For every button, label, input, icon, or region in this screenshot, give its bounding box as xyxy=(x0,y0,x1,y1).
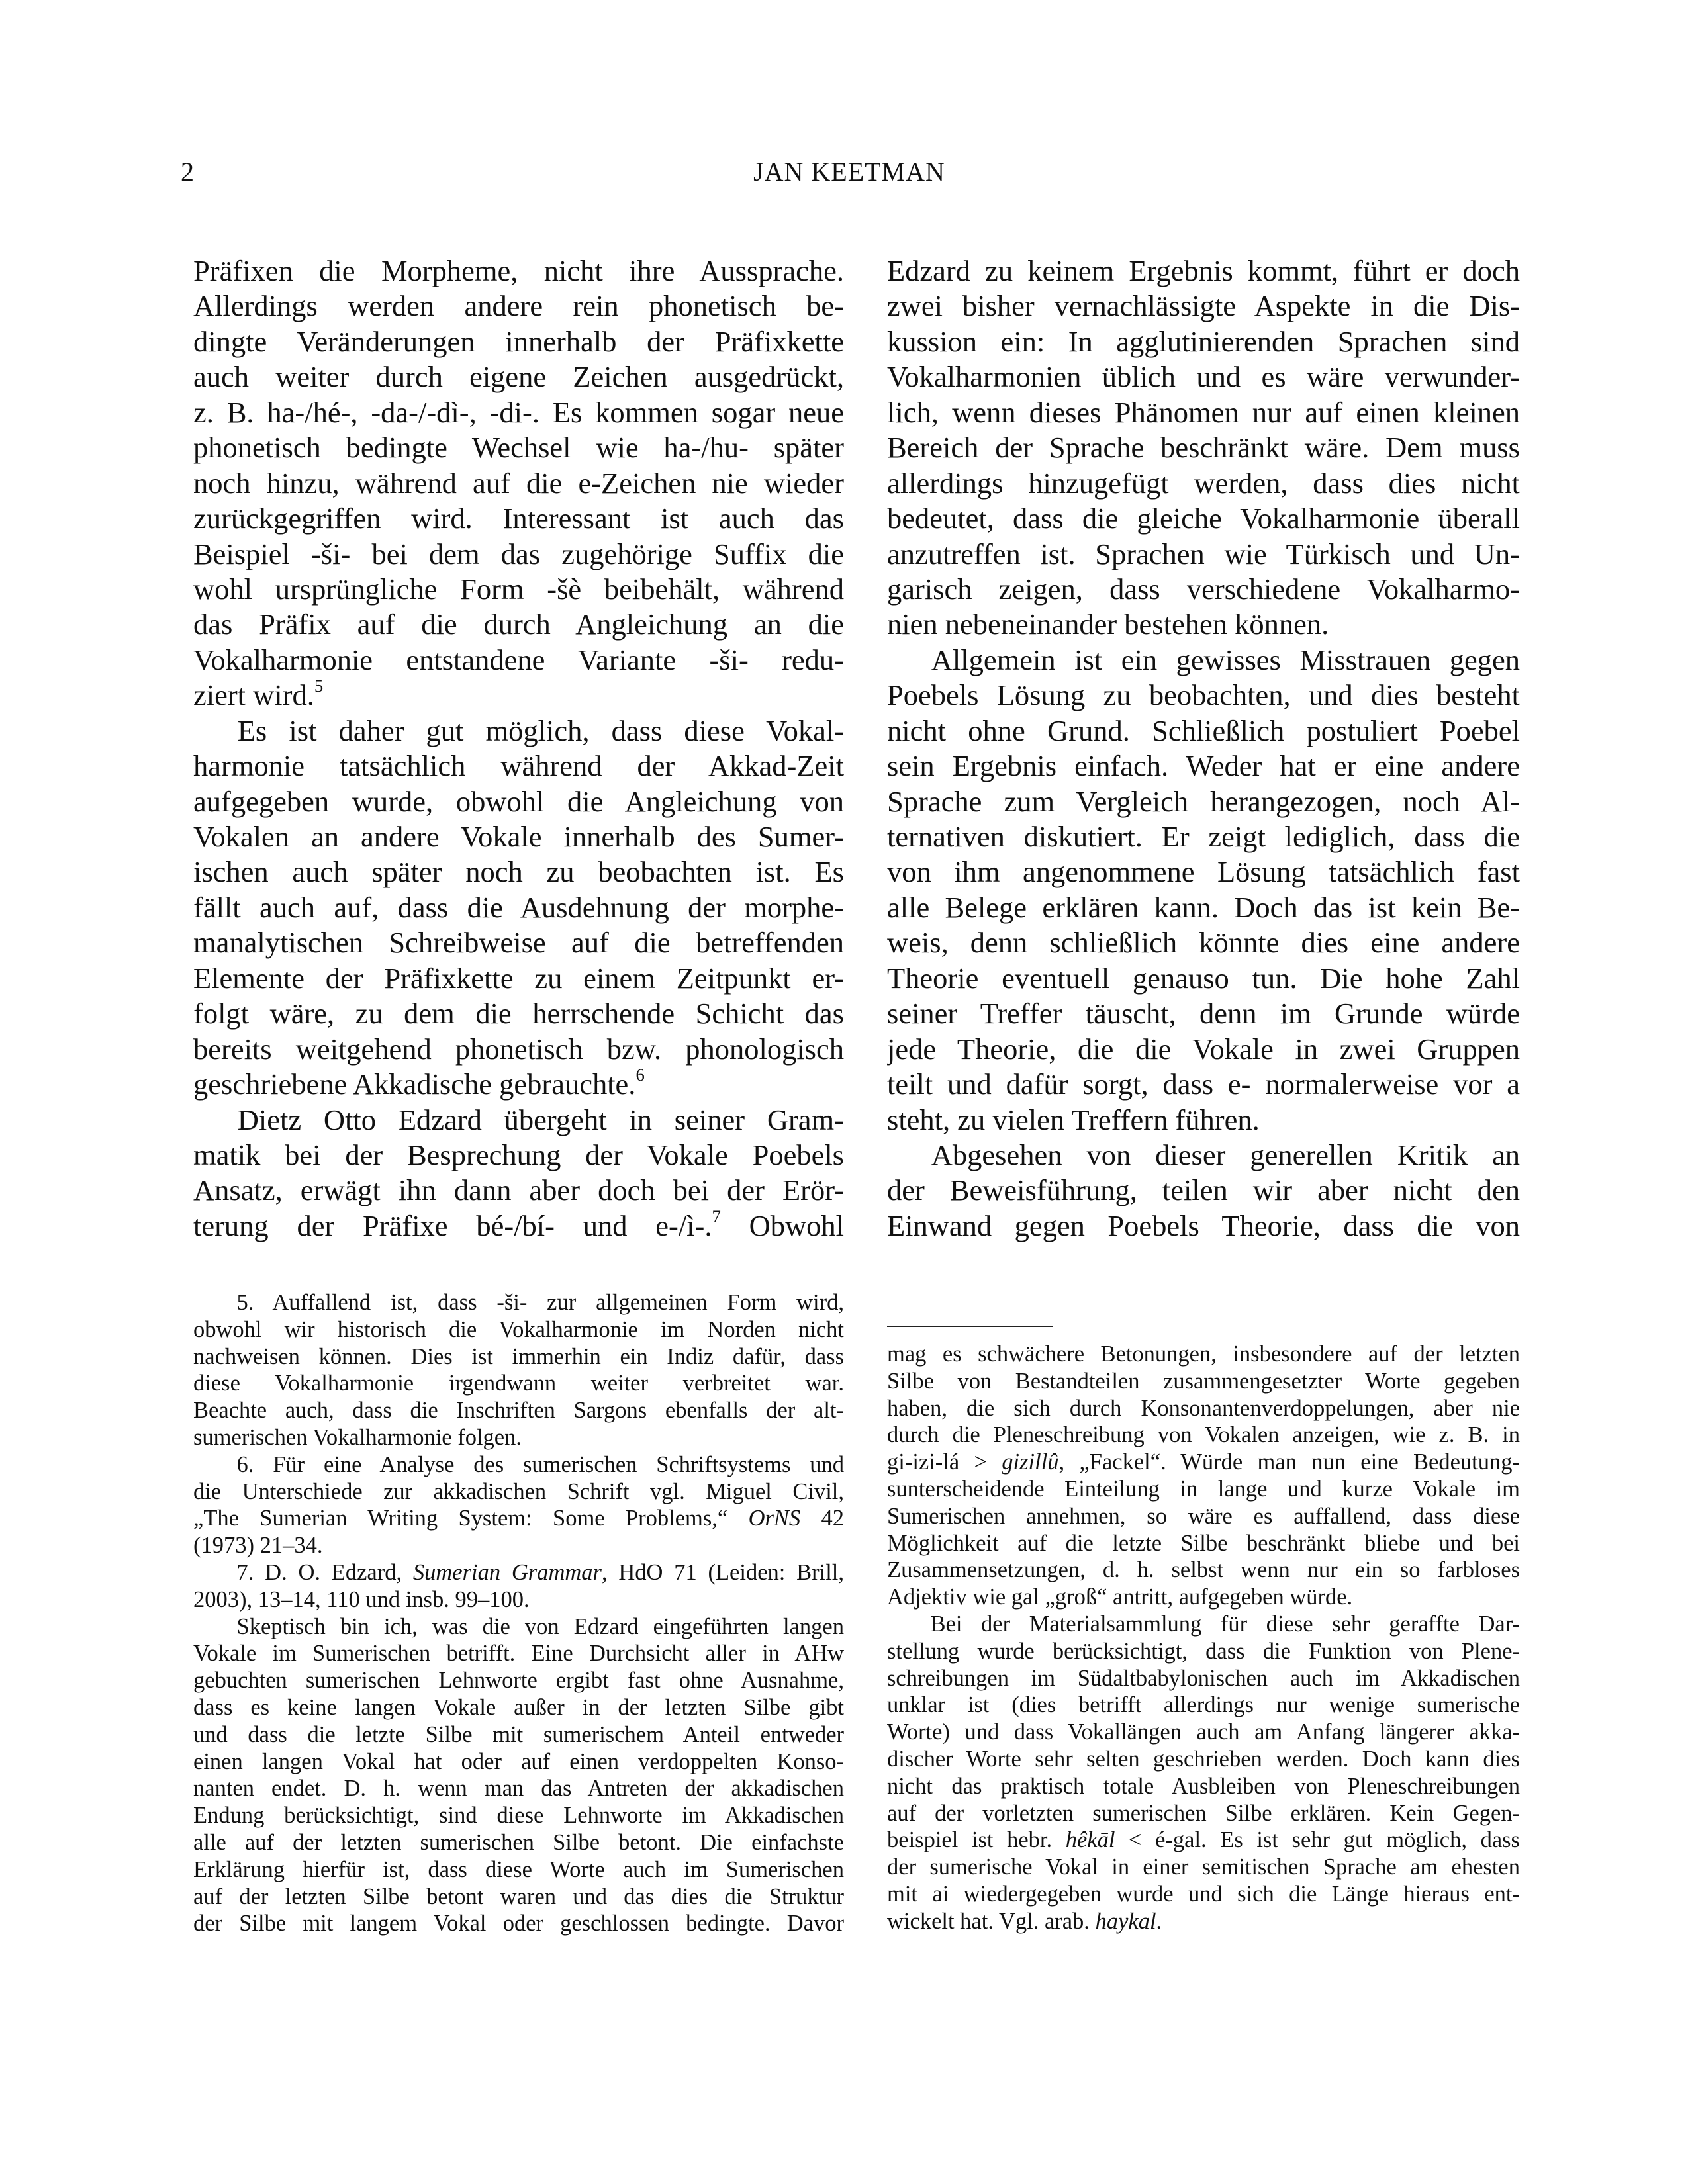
footnote-paragraph xyxy=(193,1451,844,1559)
text-line: der sumerische Vokal in einer semitischen Sprache am ehesten xyxy=(887,1854,1520,1880)
text-line: Skeptisch bin ich, was die von Edzard eingeführten langen xyxy=(236,1614,844,1639)
text-line: Adjektiv wie gal „groß“ antritt, aufgegeben würde. xyxy=(887,1584,1353,1610)
text-segment: . xyxy=(1156,1908,1162,1934)
text-line: wohl ursprüngliche Form -šè beibehält, während xyxy=(193,572,844,606)
body-column-right xyxy=(887,253,1520,1244)
text-line: unklar ist (dies betrifft allerdings nur wenige sumerische xyxy=(887,1692,1520,1718)
text-line: Ansatz, erwägt ihn dann aber doch bei der Erör- xyxy=(193,1173,844,1207)
text-line: steht, zu vielen Treffern führen. xyxy=(887,1103,1260,1136)
text-line: Einwand gegen Poebels Theorie, dass die von xyxy=(887,1208,1520,1242)
text-line: Allgemein ist ein gewisses Misstrauen gegen xyxy=(931,643,1520,676)
text-line: und dass die letzte Silbe mit sumerischem Anteil entweder xyxy=(193,1721,844,1747)
text-line: Abgesehen von dieser generellen Kritik an xyxy=(931,1138,1520,1171)
text-line: Sprache zum Vergleich herangezogen, noch Al- xyxy=(887,784,1520,818)
text-segment: beispiel ist hebr. xyxy=(887,1827,1066,1853)
italic-text: gizillû xyxy=(1002,1449,1059,1475)
text-line: diese Vokalharmonie irgendwann weiter verbreitet war. xyxy=(193,1371,844,1396)
footnote-reference: 6 xyxy=(635,1067,645,1085)
text-segment: < é-gal. Es ist sehr gut möglich, dass xyxy=(1115,1827,1520,1853)
text-line: von ihm angenommene Lösung tatsächlich fast xyxy=(887,855,1520,889)
text-segment: geschriebene Akkadische gebrauchte. xyxy=(193,1068,636,1101)
text-segment: ziert wird. xyxy=(193,678,314,712)
text-line: ischen auch später noch zu beobachten ist. Es xyxy=(193,855,844,889)
text-line: sein Ergebnis einfach. Weder hat er eine andere xyxy=(887,749,1520,783)
italic-text: haykal xyxy=(1095,1908,1156,1934)
page-number: 2 xyxy=(181,157,194,187)
text-line: Allerdings werden andere rein phonetisch be- xyxy=(193,289,844,323)
text-line xyxy=(887,1827,1520,1854)
text-line: obwohl wir historisch die Vokalharmonie im Norden nicht xyxy=(193,1316,844,1342)
text-line: Elemente der Präfixkette zu einem Zeitpunkt er- xyxy=(193,961,844,995)
text-line: nachweisen können. Dies ist immerhin ein Indiz dafür, dass xyxy=(193,1343,844,1369)
body-column-left xyxy=(193,253,844,1244)
text-segment: „The Sumerian Writing System: Some Problems,“ xyxy=(193,1506,749,1531)
text-line: dass es keine langen Vokale außer in der letzten Silbe gibt xyxy=(193,1694,844,1720)
text-line: Es ist daher gut möglich, dass diese Vokal- xyxy=(237,713,844,747)
text-line: Zusammensetzungen, d. h. selbst wenn nur ein so farbloses xyxy=(887,1557,1520,1583)
paragraph xyxy=(887,1138,1520,1244)
text-line: Bei der Materialsammlung für diese sehr geraffte Dar- xyxy=(930,1611,1520,1637)
footnote-paragraph xyxy=(193,1614,844,1938)
text-line: schreibungen im Südaltbabylonischen auch im Akkadischen xyxy=(887,1665,1520,1691)
text-line: teilt und dafür sorgt, dass e- normalerweise vor a xyxy=(887,1068,1520,1101)
text-line: Theorie eventuell genauso tun. Die hohe Zahl xyxy=(887,961,1520,995)
text-line: das Präfix auf die durch Angleichung an die xyxy=(193,608,844,641)
text-line: noch hinzu, während auf die e-Zeichen nie wieder xyxy=(193,466,844,500)
text-line: der Silbe mit langem Vokal oder geschlossen bedingte. Davor xyxy=(193,1911,844,1936)
text-line: nicht das praktisch totale Ausbleiben von Pleneschreibungen xyxy=(887,1773,1520,1799)
text-line: sumerischen Vokalharmonie folgen. xyxy=(193,1424,522,1450)
text-line: Beispiel -ši- bei dem das zugehörige Suffix die xyxy=(193,537,844,570)
text-line: lich, wenn dieses Phänomen nur auf einen kleinen xyxy=(887,395,1520,429)
text-segment: , „Fackel“. Würde man nun eine Bedeutung- xyxy=(1058,1449,1520,1475)
text-line xyxy=(887,1908,1520,1935)
text-line: bedeutet, dass die gleiche Vokalharmonie überall xyxy=(887,502,1520,535)
text-line xyxy=(193,1505,844,1532)
text-line: 2003), 13–14, 110 und insb. 99–100. xyxy=(193,1586,530,1612)
text-line: Poebels Lösung zu beobachten, und dies besteht xyxy=(887,678,1520,712)
text-line: Vokalen an andere Vokale innerhalb des Sumer- xyxy=(193,820,844,853)
text-line: Möglichkeit auf die letzte Silbe beschränkt bliebe und bei xyxy=(887,1530,1520,1556)
footnotes-column-left xyxy=(193,1289,844,1937)
text-line xyxy=(887,1449,1520,1476)
text-line: Präfixen die Morpheme, nicht ihre Aussprache. xyxy=(193,254,844,287)
text-line xyxy=(193,678,844,713)
text-line: folgt wäre, zu dem die herrschende Schicht das xyxy=(193,997,844,1030)
text-line: haben, die sich durch Konsonantenverdoppelungen, aber nie xyxy=(887,1395,1520,1421)
text-line: kussion ein: In agglutinierenden Sprachen sind xyxy=(887,324,1520,358)
paragraph xyxy=(887,253,1520,643)
footnote-separator-rule xyxy=(887,1326,1053,1327)
text-line: anzutreffen ist. Sprachen wie Türkisch und Un- xyxy=(887,537,1520,570)
text-line: dingte Veränderungen innerhalb der Präfixkette xyxy=(193,324,844,358)
footnote-paragraph xyxy=(887,1341,1520,1611)
footnote-paragraph xyxy=(887,1611,1520,1935)
italic-text: OrNS xyxy=(748,1506,801,1531)
text-line: Beachte auch, dass die Inschriften Sargons ebenfalls der alt- xyxy=(193,1398,844,1424)
text-line: auf der letzten Silbe betont waren und das dies die Struktur xyxy=(193,1884,844,1909)
text-line: fällt auch auf, dass die Ausdehnung der morphe- xyxy=(193,890,844,924)
text-line: Worte) und dass Vokallängen auch am Anfang längerer akka- xyxy=(887,1719,1520,1745)
text-line: Dietz Otto Edzard übergeht in seiner Gram- xyxy=(237,1103,844,1136)
text-line xyxy=(193,1208,844,1244)
footnotes-column-right xyxy=(887,1341,1520,1935)
paragraph xyxy=(193,1103,844,1244)
text-line xyxy=(193,1067,844,1102)
text-line: Edzard zu keinem Ergebnis kommt, führt er doch xyxy=(887,254,1520,287)
text-segment: gi-izi-lá > xyxy=(887,1449,1002,1475)
text-line: nien nebeneinander bestehen können. xyxy=(887,608,1329,641)
text-segment: wickelt hat. Vgl. arab. xyxy=(887,1908,1096,1934)
text-line: Vokale im Sumerischen betrifft. Eine Durchsicht aller in AHw xyxy=(193,1641,844,1666)
text-segment: Obwohl xyxy=(720,1208,844,1242)
text-line: Erklärung hierfür ist, dass diese Worte auch im Sumerischen xyxy=(193,1856,844,1882)
text-line: auch weiter durch eigene Zeichen ausgedrückt, xyxy=(193,360,844,394)
text-line: alle auf der letzten sumerischen Silbe betont. Die einfachste xyxy=(193,1829,844,1855)
text-line: (1973) 21–34. xyxy=(193,1533,323,1559)
text-line: ternativen diskutiert. Er zeigt lediglich, dass die xyxy=(887,820,1520,853)
text-segment: 7. D. O. Edzard, xyxy=(236,1559,413,1585)
text-line: Vokalharmonien üblich und es wäre verwunder- xyxy=(887,360,1520,394)
text-line: seiner Treffer täuscht, denn im Grunde würde xyxy=(887,997,1520,1030)
text-line: durch die Pleneschreibung von Vokalen anzeigen, wie z. B. in xyxy=(887,1422,1520,1448)
text-line: alle Belege erklären kann. Doch das ist kein Be- xyxy=(887,890,1520,924)
text-line: z. B. ha-/hé-, -da-/-dì-, -di-. Es kommen sogar neue xyxy=(193,395,844,429)
text-line: weis, denn schließlich könnte dies eine andere xyxy=(887,926,1520,960)
running-head: JAN KEETMAN xyxy=(753,157,945,187)
text-line: bereits weitgehend phonetisch bzw. phonologisch xyxy=(193,1032,844,1066)
text-line: allerdings hinzugefügt werden, dass dies nicht xyxy=(887,466,1520,500)
text-line: die Unterschiede zur akkadischen Schrift vgl. Miguel Civil, xyxy=(193,1479,844,1504)
text-line xyxy=(193,1559,844,1586)
text-line: mit ai wiedergegeben wurde und sich die Länge hieraus ent- xyxy=(887,1881,1520,1907)
italic-text: Sumerian Grammar xyxy=(412,1559,602,1585)
text-line: der Beweisführung, teilen wir aber nicht den xyxy=(887,1173,1520,1207)
text-line: auf der vorletzten sumerischen Silbe erklären. Kein Gegen- xyxy=(887,1800,1520,1826)
footnote-reference: 5 xyxy=(314,678,324,696)
italic-text: hêkāl xyxy=(1065,1827,1115,1853)
text-line: matik bei der Besprechung der Vokale Poebels xyxy=(193,1138,844,1171)
text-line: garisch zeigen, dass verschiedene Vokalharmo- xyxy=(887,572,1520,606)
text-line: discher Worte sehr selten geschrieben werden. Doch kann dies xyxy=(887,1746,1520,1772)
text-line: Vokalharmonie entstandene Variante -ši- redu- xyxy=(193,643,844,676)
text-line: sunterscheidende Einteilung in lange und kurze Vokale im xyxy=(887,1476,1520,1502)
text-line: aufgegeben wurde, obwohl die Angleichung von xyxy=(193,784,844,818)
text-segment: terung der Präfixe bé-/bí- und e-/ì-. xyxy=(193,1208,712,1242)
text-segment: , HdO 71 (Leiden: Brill, xyxy=(601,1559,844,1585)
text-line: phonetisch bedingte Wechsel wie ha-/hu- später xyxy=(193,431,844,465)
text-line: 5. Auffallend ist, dass -ši- zur allgemeinen Form wird, xyxy=(236,1290,844,1315)
text-segment: 42 xyxy=(800,1506,844,1531)
text-line: 6. Für eine Analyse des sumerischen Schriftsystems und xyxy=(236,1451,844,1477)
paragraph xyxy=(193,713,844,1103)
text-line: mag es schwächere Betonungen, insbesondere auf der letzten xyxy=(887,1342,1520,1367)
text-line: zurückgegriffen wird. Interessant ist auch das xyxy=(193,502,844,535)
text-line: jede Theorie, die die Vokale in zwei Gruppen xyxy=(887,1032,1520,1066)
text-line: harmonie tatsächlich während der Akkad-Zeit xyxy=(193,749,844,783)
paragraph xyxy=(887,643,1520,1138)
text-line: gebuchten sumerischen Lehnworte ergibt fast ohne Ausnahme, xyxy=(193,1668,844,1694)
text-line: stellung wurde berücksichtigt, dass die Funktion von Plene- xyxy=(887,1638,1520,1664)
footnote-paragraph xyxy=(193,1559,844,1614)
footnote-paragraph xyxy=(193,1289,844,1451)
text-line: Sumerischen annehmen, so wäre es auffallend, dass diese xyxy=(887,1503,1520,1529)
footnote-reference: 7 xyxy=(712,1208,721,1226)
text-line: Silbe von Bestandteilen zusammengesetzter Worte gegeben xyxy=(887,1368,1520,1394)
text-line: manalytischen Schreibweise auf die betreffenden xyxy=(193,926,844,960)
text-line: einen langen Vokal hat oder auf einen verdoppelten Konso- xyxy=(193,1749,844,1774)
text-line: Bereich der Sprache beschränkt wäre. Dem muss xyxy=(887,431,1520,465)
text-line: nicht ohne Grund. Schließlich postuliert Poebel xyxy=(887,713,1520,747)
paragraph xyxy=(193,253,844,713)
text-line: nanten endet. D. h. wenn man das Antreten der akkadischen xyxy=(193,1776,844,1801)
text-line: Endung berücksichtigt, sind diese Lehnworte im Akkadischen xyxy=(193,1803,844,1829)
text-line: zwei bisher vernachlässigte Aspekte in die Dis- xyxy=(887,289,1520,323)
